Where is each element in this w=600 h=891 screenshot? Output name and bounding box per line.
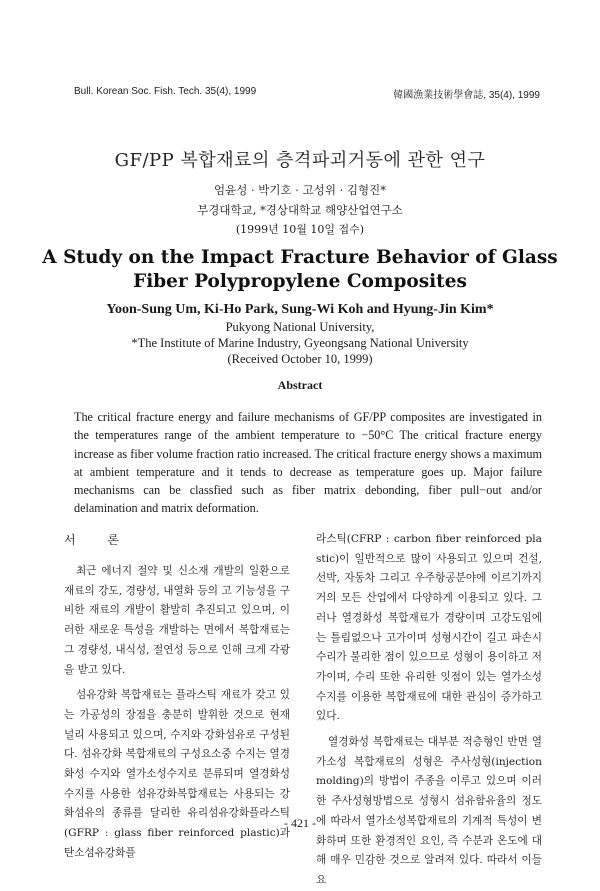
english-received-date: (Received October 10, 1999) [227, 352, 373, 366]
korean-title: GF/PP 복합재료의 층격파괴거동에 관한 연구 [114, 150, 486, 171]
english-affiliation-2: *The Institute of Marine Industry, Gyeongsang National University [131, 336, 469, 350]
body-column-left [64, 530, 290, 864]
english-affiliation-1: Pukyong National University, [225, 320, 375, 334]
body-column-right [316, 530, 542, 891]
english-authors: Yoon-Sung Um, Ki-Ho Park, Sung-Wi Koh and Hyung-Jin Kim* [106, 302, 494, 317]
english-title-line1: A Study on the Impact Fracture Behavior of Glass [42, 247, 558, 268]
journal-header-english: Bull. Korean Soc. Fish. Tech. 35(4), 1999 [74, 86, 257, 97]
body-paragraph: 최근 에너지 절약 및 신소재 개발의 일환으로 재료의 강도, 경량성, 내열화 등의 고 기능성을 구비한 재료의 개발이 활발히 추진되고 있으며, 이러한 새로운 특성을 개발하는 면에서 복합재료는 그 경량성, 내식성, 절연성 등으로 인해 크게 각광을 받고 있다. [64, 565, 290, 676]
body-paragraph: 열경화성 복합재료는 대부분 적층형인 반면 열가소성 복합재료의 성형은 주사성형(injection molding)의 방법이 주종을 이루고 있으며 이러한 주사성형방법으로 성형시 섬유함유율의 정도에 따라서 열가소성복합재료의 기계적 특성이 변화하며 또한 환경적인 요인, 즉 수분과 온도에 대해 매우 민감한 것으로 알려져 있다. 따라서 이들 요 [316, 736, 542, 886]
korean-received-date: (1999년 10월 10일 접수) [235, 223, 365, 236]
abstract-heading: Abstract [277, 378, 323, 392]
body-paragraph: 라스틱(CFRP : carbon fiber reinforced plastic)이 일반적으로 많이 사용되고 있으며 건설, 선박, 자동차 그리고 우주항공분야에 이르기까지 거의 모든 산업에서 다양하게 이용되고 있다. 그러나 열경화성 복합재료가 경량이며 고강도임에는 틀림없으나 고가이며 성형시간이 길고 파손시 수리가 불리한 점이 있으므로 성형이 용이하고 저가이며, 수리 또한 유리한 잇점이 있는 열가소성수지를 이용한 복합재료에 대한 관심이 증가하고 있다. [316, 533, 542, 723]
korean-affiliation: 부경대학교, *경상대학교 해양산업연구소 [197, 203, 403, 217]
body-paragraph: 섬유강화 복합재료는 플라스틱 재료가 갖고 있는 가공성의 장점을 충분히 발휘한 것으로 현재 널리 사용되고 있으며, 수지와 강화섬유로 구성된다. 섬유강화 복합재료의 구성요소중 수지는 열경화성 수지와 열가소성수지로 분류되며 열경화성수지를 사용한 섬유강화복합재료는 사용되는 강화섬유의 종류를 달리한 유리섬유강화플라스틱(GFRP : glass fiber reinforced plastic)과 탄소섬유강화플 [64, 689, 290, 859]
abstract-text: The critical fracture energy and failure mechanisms of GF/PP composites are investigated in the temperatures range of the ambient temperature to −50°C The critical fracture energy increase as fiber volume fraction ratio increased. The critical fracture energy shows a maximum at ambient temperature and it tends to decrease as temperature goes up. Major failure mechanisms can be classfied such as fiber matrix debonding, fiber pull−out and/or delamination and matrix deformation. [74, 410, 542, 516]
section-heading-introduction: 서 론 [64, 533, 133, 547]
korean-authors: 엄윤성 · 박기호 · 고성위 · 김형진* [214, 183, 386, 197]
page-number: - 421 - [284, 816, 316, 830]
english-title-line2: Fiber Polypropylene Composites [133, 271, 467, 292]
journal-header-korean: 韓國漁業技術學會誌, 35(4), 1999 [393, 90, 540, 101]
